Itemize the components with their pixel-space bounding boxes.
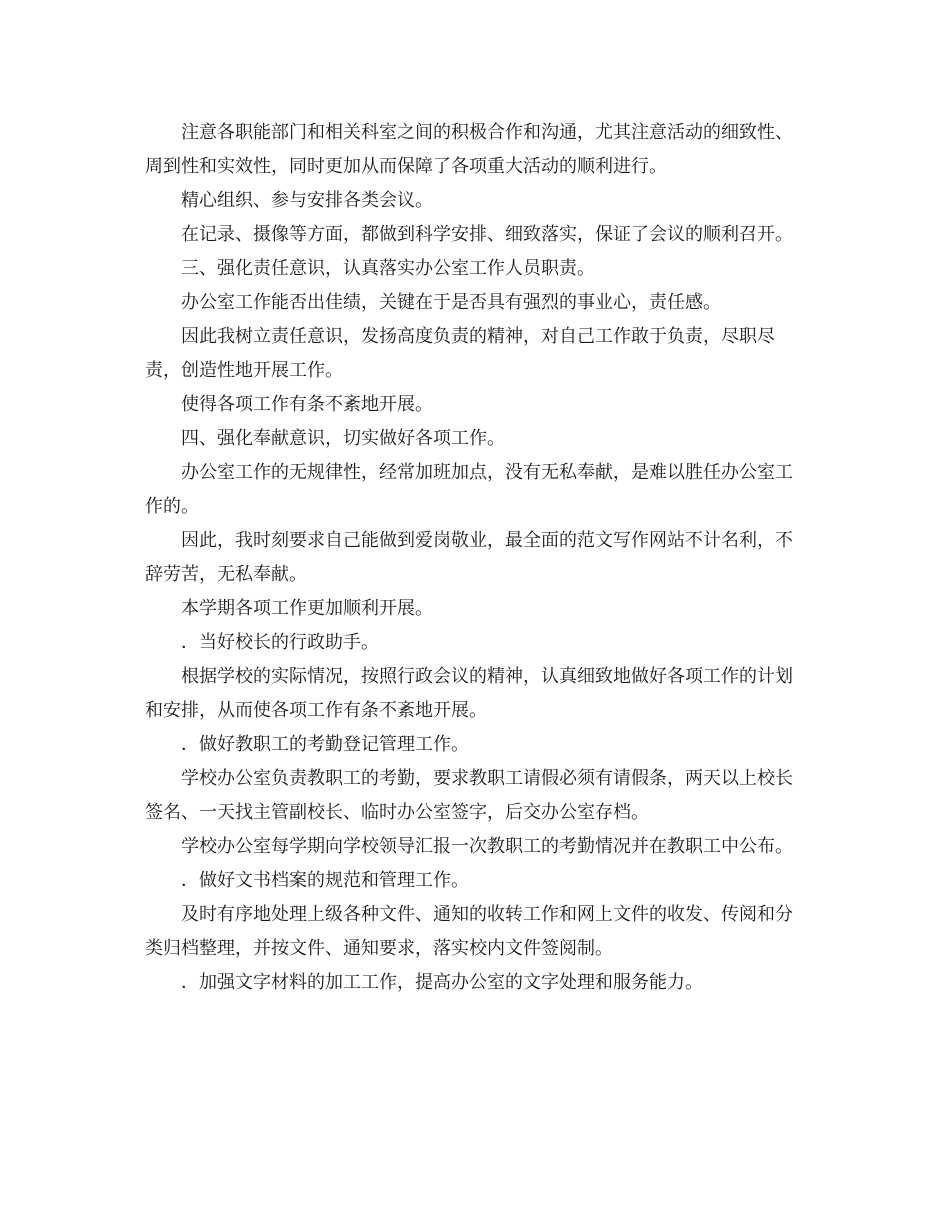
document-body: [145, 116, 810, 1000]
section-heading: 三、强化责任意识，认真落实办公室工作人员职责。: [181, 258, 595, 279]
paragraph: 因此我树立责任意识，发扬高度负责的精神，对自己工作敢于负责，尽职尽责，创造性地开展工作。: [145, 326, 775, 381]
paragraph: 及时有序地处理上级各种文件、通知的收转工作和网上文件的收发、传阅和分类归档整理，并按文件、通知要求，落实校内文件签阅制。: [145, 904, 793, 959]
list-item-heading: ．做好教职工的考勤登记管理工作。: [181, 734, 469, 755]
paragraph: 注意各职能部门和相关科室之间的积极合作和沟通，尤其注意活动的细致性、周到性和实效性，同时更加从而保障了各项重大活动的顺利进行。: [145, 122, 793, 177]
paragraph: 学校办公室每学期向学校领导汇报一次教职工的考勤情况并在教职工中公布。: [181, 836, 793, 857]
paragraph: 本学期各项工作更加顺利开展。: [181, 598, 433, 619]
paragraph: 办公室工作能否出佳绩，关键在于是否具有强烈的事业心，责任感。: [181, 292, 721, 313]
paragraph: 学校办公室负责教职工的考勤，要求教职工请假必须有请假条，两天以上校长签名、一天找主管副校长、临时办公室签字，后交办公室存档。: [145, 768, 793, 823]
section-heading: 四、强化奉献意识，切实做好各项工作。: [181, 428, 505, 449]
list-item-heading: ．当好校长的行政助手。: [181, 632, 379, 653]
paragraph: 因此，我时刻要求自己能做到爱岗敬业，最全面的范文写作网站不计名利，不辞劳苦，无私奉献。: [145, 530, 793, 585]
list-item-heading: ．做好文书档案的规范和管理工作。: [181, 870, 469, 891]
paragraph: 使得各项工作有条不紊地开展。: [181, 394, 433, 415]
list-item-heading: ．加强文字材料的加工工作，提高办公室的文字处理和服务能力。: [181, 972, 703, 993]
paragraph: 在记录、摄像等方面，都做到科学安排、细致落实，保证了会议的顺利召开。: [181, 224, 793, 245]
paragraph: 办公室工作的无规律性，经常加班加点，没有无私奉献，是难以胜任办公室工作的。: [145, 462, 793, 517]
paragraph: 精心组织、参与安排各类会议。: [181, 190, 433, 211]
paragraph: 根据学校的实际情况，按照行政会议的精神，认真细致地做好各项工作的计划和安排，从而使各项工作有条不紊地开展。: [145, 666, 793, 721]
